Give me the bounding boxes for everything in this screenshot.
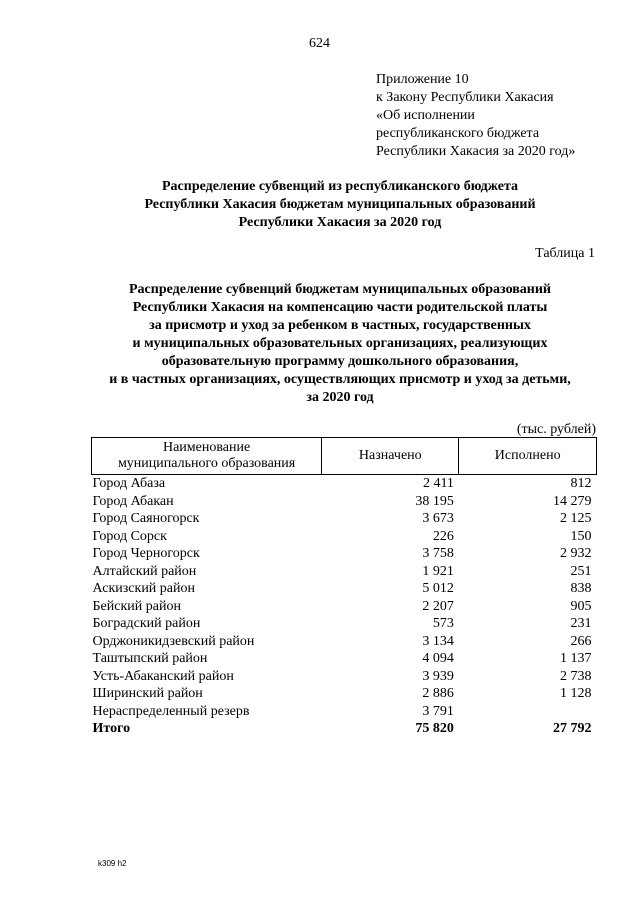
cell-name: Ширинский район bbox=[92, 686, 203, 701]
page-number: 624 bbox=[309, 36, 330, 51]
cell-executed: 266 bbox=[570, 633, 592, 649]
cell-name: Город Абаза bbox=[92, 476, 166, 491]
main-title-line: Республики Хакасия за 2020 год bbox=[238, 215, 442, 230]
cell-assigned: 38 195 bbox=[415, 493, 454, 509]
cell-assigned: 2 411 bbox=[422, 476, 454, 491]
cell-assigned: 2 886 bbox=[422, 686, 454, 701]
appendix-line: Приложение 10 bbox=[376, 72, 469, 87]
table-title bbox=[40, 281, 639, 407]
total-name: Итого bbox=[92, 721, 131, 736]
table-title-line: за присмотр и уход за ребенком в частных, государственных bbox=[149, 318, 531, 333]
cell-name: Город Саяногорск bbox=[92, 511, 200, 526]
table-row bbox=[92, 615, 597, 633]
header-name bbox=[92, 438, 322, 475]
header-assigned: Назначено bbox=[322, 438, 459, 475]
appendix-note bbox=[376, 71, 575, 161]
cell-executed: 2 738 bbox=[560, 668, 592, 684]
table-row bbox=[92, 475, 597, 493]
main-title bbox=[40, 178, 639, 232]
cell-executed: 2 125 bbox=[560, 511, 592, 526]
cell-executed: 251 bbox=[570, 563, 592, 579]
cell-executed: 14 279 bbox=[553, 493, 592, 509]
cell-executed: 812 bbox=[570, 476, 592, 491]
table-row bbox=[92, 633, 597, 651]
cell-executed: 231 bbox=[570, 616, 592, 631]
main-title-line: Распределение субвенций из республиканского бюджета bbox=[161, 179, 518, 194]
cell-name: Город Черногорск bbox=[92, 546, 200, 561]
table-row bbox=[92, 703, 597, 721]
appendix-line: республиканского бюджета bbox=[376, 126, 540, 141]
cell-executed: 2 932 bbox=[560, 546, 592, 561]
cell-executed: 905 bbox=[570, 598, 592, 614]
header-name-line: муниципального образования bbox=[117, 456, 296, 471]
cell-assigned: 1 921 bbox=[422, 563, 454, 579]
header-name-line: Наименование bbox=[162, 440, 251, 455]
total-executed: 27 792 bbox=[553, 721, 592, 736]
cell-executed: 838 bbox=[570, 581, 592, 596]
cell-name: Боградский район bbox=[92, 616, 201, 631]
table-row bbox=[92, 510, 597, 528]
cell-assigned: 3 939 bbox=[422, 668, 454, 684]
cell-name: Город Сорск bbox=[92, 528, 167, 544]
cell-assigned: 226 bbox=[432, 528, 454, 544]
table-row bbox=[92, 580, 597, 598]
cell-name: Нераспределенный резерв bbox=[92, 703, 250, 719]
cell-assigned: 573 bbox=[432, 616, 454, 631]
table-label: Таблица 1 bbox=[535, 246, 595, 261]
cell-assigned: 2 207 bbox=[422, 598, 454, 614]
cell-name: Аскизский район bbox=[92, 581, 195, 596]
subventions-table bbox=[91, 437, 597, 738]
cell-assigned: 3 673 bbox=[422, 511, 454, 526]
table-row bbox=[92, 563, 597, 581]
table-title-line: и муниципальных образовательных организациях, реализующих bbox=[132, 336, 548, 351]
cell-assigned: 4 094 bbox=[422, 651, 454, 666]
table-row bbox=[92, 528, 597, 546]
cell-executed bbox=[459, 703, 597, 721]
header-executed: Исполнено bbox=[459, 438, 597, 475]
table-row bbox=[92, 598, 597, 616]
table-title-line: образовательную программу дошкольного образования, bbox=[161, 354, 519, 369]
cell-name: Алтайский район bbox=[92, 563, 197, 579]
cell-assigned: 5 012 bbox=[422, 581, 454, 596]
cell-name: Бейский район bbox=[92, 598, 181, 614]
cell-assigned: 3 791 bbox=[422, 703, 454, 719]
cell-executed: 150 bbox=[570, 528, 592, 544]
table-title-line: и в частных организациях, осуществляющих присмотр и уход за детьми, bbox=[109, 372, 571, 387]
appendix-line: к Закону Республики Хакасия bbox=[376, 90, 554, 105]
table-title-line: за 2020 год bbox=[306, 390, 374, 405]
cell-assigned: 3 134 bbox=[422, 633, 454, 649]
cell-assigned: 3 758 bbox=[422, 546, 454, 561]
table-row bbox=[92, 685, 597, 703]
cell-name: Усть-Абаканский район bbox=[92, 668, 234, 684]
table-title-line: Распределение субвенций бюджетам муниципальных образований bbox=[129, 282, 551, 297]
cell-name: Город Абакан bbox=[92, 493, 174, 509]
appendix-line: «Об исполнении bbox=[376, 108, 475, 123]
table-row bbox=[92, 668, 597, 686]
table-row bbox=[92, 650, 597, 668]
cell-executed: 1 128 bbox=[560, 686, 592, 701]
table-row bbox=[92, 493, 597, 511]
appendix-line: Республики Хакасия за 2020 год» bbox=[376, 144, 576, 159]
cell-name: Орджоникидзевский район bbox=[92, 633, 255, 649]
cell-executed: 1 137 bbox=[560, 651, 592, 666]
footer-code: k309 h2 bbox=[98, 859, 127, 868]
main-title-line: Республики Хакасия бюджетам муниципальных образований bbox=[144, 197, 536, 212]
table-row bbox=[92, 545, 597, 563]
table-total-row bbox=[92, 720, 597, 738]
total-assigned: 75 820 bbox=[415, 721, 454, 736]
table-header-row bbox=[92, 438, 597, 475]
table-title-line: Республики Хакасия на компенсацию части родительской платы bbox=[132, 300, 548, 315]
cell-name: Таштыпский район bbox=[92, 651, 208, 666]
units-label: (тыс. рублей) bbox=[516, 422, 596, 437]
